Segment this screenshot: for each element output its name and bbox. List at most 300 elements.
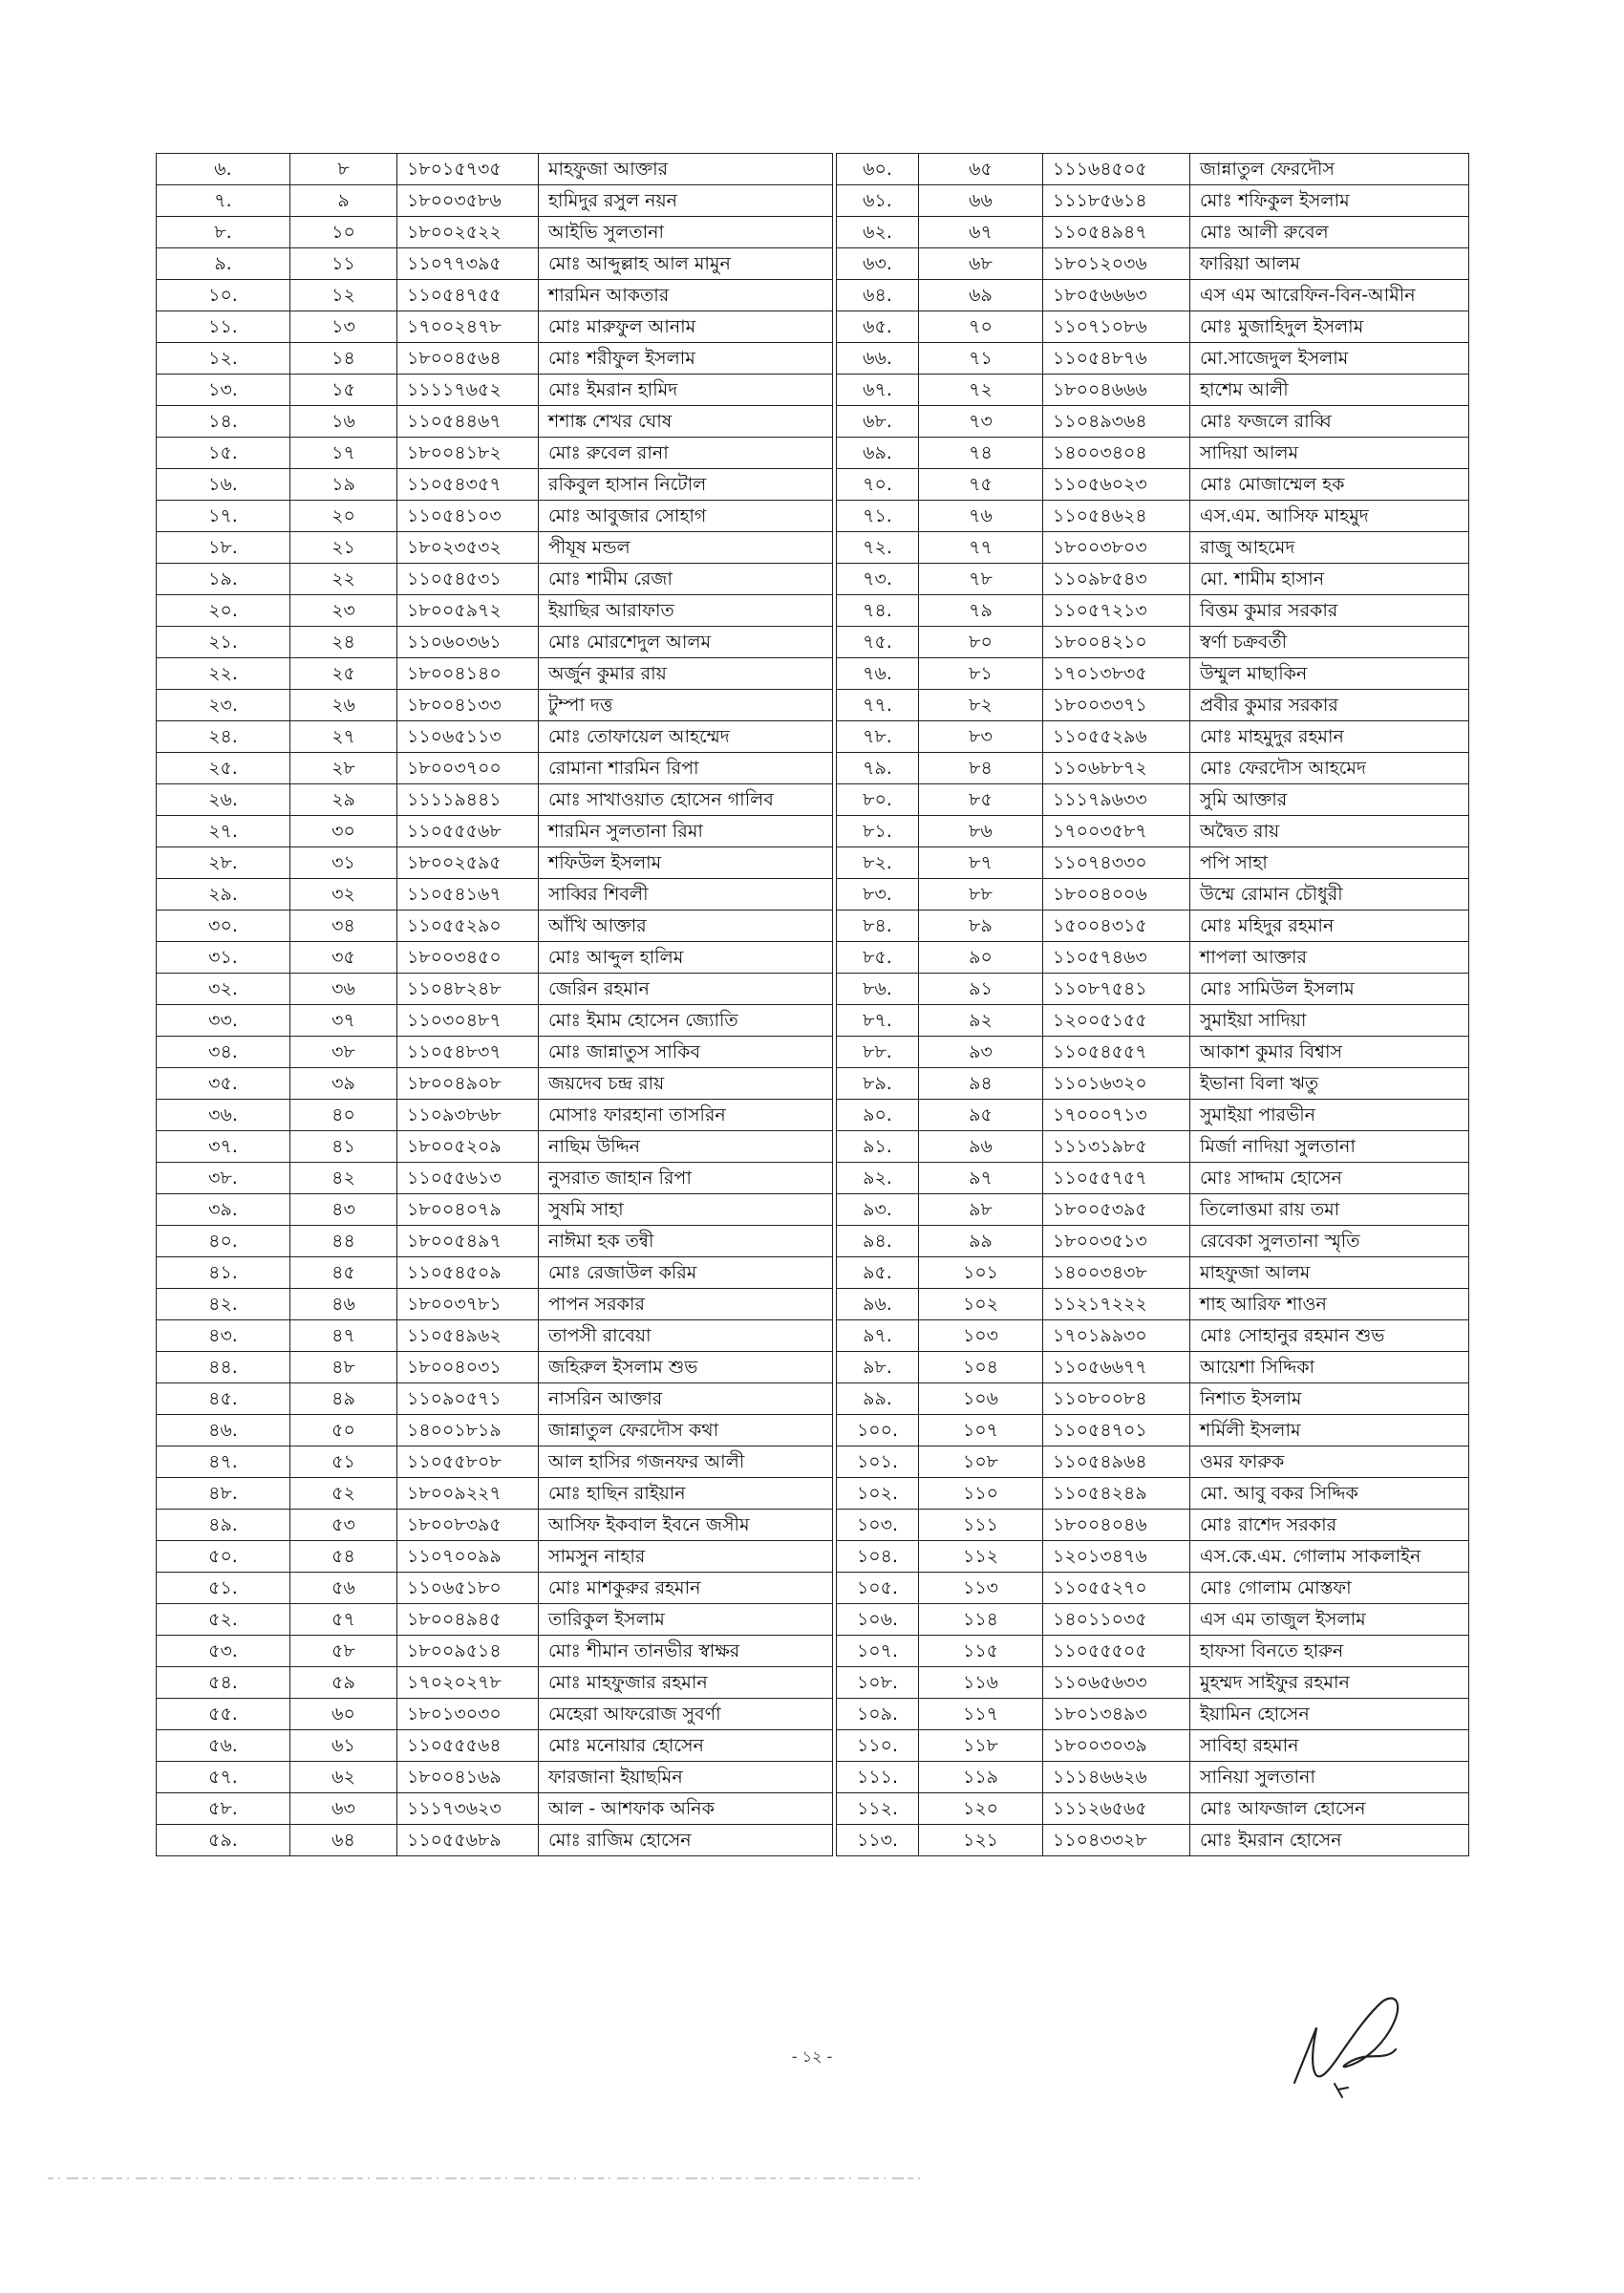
name-cell: শশাঙ্ক শেখর ঘোষ [539, 406, 833, 438]
name-cell: মোঃ সোহানুর রহমান শুভ [1190, 1320, 1469, 1352]
serial-cell: ৫৫. [157, 1699, 290, 1730]
registration-cell: ১৮০০৩৫৮৬ [397, 185, 539, 217]
registration-cell: ১১১৩১৯৮৫ [1043, 1131, 1190, 1163]
name-cell: সাবিহা রহমান [1190, 1730, 1469, 1762]
name-cell: মোঃ হাছিন রাইয়ান [539, 1478, 833, 1510]
name-cell: প্রবীর কুমার সরকার [1190, 690, 1469, 721]
serial-cell: ৪৫. [157, 1383, 290, 1415]
table-row [837, 1667, 1469, 1699]
table-row [837, 974, 1469, 1005]
registration-cell: ১১১৬৪৫০৫ [1043, 154, 1190, 185]
serial-cell: ১৪. [157, 406, 290, 438]
roll-cell: ৯৯ [919, 1226, 1043, 1257]
serial-cell: ১০৬. [837, 1604, 919, 1636]
name-cell: মোঃ মারুফুল আনাম [539, 311, 833, 343]
serial-cell: ৭০. [837, 469, 919, 501]
registration-cell: ১১০৭১০৮৬ [1043, 311, 1190, 343]
serial-cell: ৭. [157, 185, 290, 217]
roll-cell: ৮২ [919, 690, 1043, 721]
roll-cell: ৪৯ [290, 1383, 397, 1415]
roll-cell: ৪১ [290, 1131, 397, 1163]
roll-cell: ৫৭ [290, 1604, 397, 1636]
name-cell: মোঃ মোজাম্মেল হক [1190, 469, 1469, 501]
roll-cell: ৮৪ [919, 753, 1043, 784]
registration-cell: ১১০৫৪৯৪৭ [1043, 217, 1190, 248]
table-row [157, 1825, 833, 1856]
serial-cell: ৭৪. [837, 595, 919, 627]
name-cell: রকিবুল হাসান নিটোল [539, 469, 833, 501]
name-cell: সাব্বির শিবলী [539, 879, 833, 911]
table-row [837, 438, 1469, 469]
roll-cell: ২২ [290, 564, 397, 595]
name-cell: টুম্পা দত্ত [539, 690, 833, 721]
roll-cell: ৩৫ [290, 942, 397, 974]
name-cell: ফারিয়া আলম [1190, 248, 1469, 280]
roll-cell: ৮৭ [919, 847, 1043, 879]
name-cell: নাঈমা হক তন্বী [539, 1226, 833, 1257]
roll-cell: ৫৯ [290, 1667, 397, 1699]
registration-cell: ১১০৬০৩৬১ [397, 627, 539, 658]
name-cell: মাহফুজা আক্তার [539, 154, 833, 185]
table-row [157, 1226, 833, 1257]
serial-cell: ৯১. [837, 1131, 919, 1163]
table-row [157, 1163, 833, 1194]
serial-cell: ১৫. [157, 438, 290, 469]
name-cell: মোঃ রাশেদ সরকার [1190, 1510, 1469, 1541]
serial-cell: ৭২. [837, 532, 919, 564]
roll-cell: ৬৭ [919, 217, 1043, 248]
roll-cell: ২৮ [290, 753, 397, 784]
name-cell: জহিরুল ইসলাম শুভ [539, 1352, 833, 1383]
registration-cell: ১১০৫৫৭৫৭ [1043, 1163, 1190, 1194]
roll-cell: ২৫ [290, 658, 397, 690]
serial-cell: ১৩. [157, 375, 290, 406]
registration-cell: ১৪০০৩৪৩৮ [1043, 1257, 1190, 1289]
registration-cell: ১৮০০৩০৩৯ [1043, 1730, 1190, 1762]
serial-cell: ৫২. [157, 1604, 290, 1636]
name-cell: মোঃ শরীফুল ইসলাম [539, 343, 833, 375]
roll-cell: ৮৯ [919, 911, 1043, 942]
registration-cell: ১১০৮০০৮৪ [1043, 1383, 1190, 1415]
table-row [157, 1573, 833, 1604]
roll-cell: ৭৬ [919, 501, 1043, 532]
name-cell: মাহফুজা আলম [1190, 1257, 1469, 1289]
serial-cell: ৮৬. [837, 974, 919, 1005]
table-row [157, 1320, 833, 1352]
roll-cell: ৩৪ [290, 911, 397, 942]
table-row [837, 311, 1469, 343]
roll-cell: ৮০ [919, 627, 1043, 658]
table-row [837, 1730, 1469, 1762]
table-row [837, 627, 1469, 658]
name-cell: রাজু আহমেদ [1190, 532, 1469, 564]
roll-cell: ১০ [290, 217, 397, 248]
serial-cell: ১০০. [837, 1415, 919, 1447]
registration-cell: ১৪০০১৮১৯ [397, 1415, 539, 1447]
registration-cell: ১৮০০৪১৮২ [397, 438, 539, 469]
name-cell: মোঃ আবুজার সোহাগ [539, 501, 833, 532]
table-row [157, 627, 833, 658]
serial-cell: ৩৫. [157, 1068, 290, 1100]
serial-cell: ২৯. [157, 879, 290, 911]
table-row [157, 1257, 833, 1289]
registration-cell: ১১০৫৪৩৫৭ [397, 469, 539, 501]
table-row [157, 1415, 833, 1447]
table-row [837, 1257, 1469, 1289]
registration-cell: ১৮০০৯৫১৪ [397, 1636, 539, 1667]
serial-cell: ২০. [157, 595, 290, 627]
table-row [837, 564, 1469, 595]
table-row [157, 1541, 833, 1573]
registration-cell: ১১১৪৬৬২৬ [1043, 1762, 1190, 1793]
registration-cell: ১৮০০৪০৭৯ [397, 1194, 539, 1226]
table-row [837, 879, 1469, 911]
roll-cell: ৮৫ [919, 784, 1043, 816]
table-row [837, 501, 1469, 532]
roll-cell: ৬০ [290, 1699, 397, 1730]
registration-cell: ১১০৭০০৯৯ [397, 1541, 539, 1573]
name-cell: রেবেকা সুলতানা স্মৃতি [1190, 1226, 1469, 1257]
registration-cell: ১১০৫৫৮০৮ [397, 1447, 539, 1478]
name-cell: মোঃ জান্নাতুস সাকিব [539, 1037, 833, 1068]
registration-cell: ১১০৫৪৫৩১ [397, 564, 539, 595]
registration-cell: ১৮০১৫৭৩৫ [397, 154, 539, 185]
registration-cell: ১১০৮৭৫৪১ [1043, 974, 1190, 1005]
name-cell: মোঃ সাদ্দাম হোসেন [1190, 1163, 1469, 1194]
table-row [837, 280, 1469, 311]
name-cell: সুষমি সাহা [539, 1194, 833, 1226]
name-cell: মোঃ আব্দুল হালিম [539, 942, 833, 974]
serial-cell: ৬৭. [837, 375, 919, 406]
roll-cell: ২০ [290, 501, 397, 532]
registration-cell: ১৮০০৩৭৮১ [397, 1289, 539, 1320]
serial-cell: ৯৮. [837, 1352, 919, 1383]
name-cell: শফিউল ইসলাম [539, 847, 833, 879]
name-cell: শারমিন আকতার [539, 280, 833, 311]
roll-cell: ৬৬ [919, 185, 1043, 217]
serial-cell: ৮৭. [837, 1005, 919, 1037]
serial-cell: ৬৪. [837, 280, 919, 311]
table-row [157, 1604, 833, 1636]
table-row [157, 311, 833, 343]
registration-cell: ১৮০০৪৯০৮ [397, 1068, 539, 1100]
registration-cell: ১১০৬৫৬৩৩ [1043, 1667, 1190, 1699]
registration-cell: ১১১২৬৫৬৫ [1043, 1793, 1190, 1825]
table-row [157, 911, 833, 942]
name-cell: মোঃ গোলাম মোস্তফা [1190, 1573, 1469, 1604]
table-row [837, 375, 1469, 406]
serial-cell: ৬১. [837, 185, 919, 217]
roll-cell: ১৭ [290, 438, 397, 469]
registration-cell: ১৭০০৩৫৮৭ [1043, 816, 1190, 847]
table-row [837, 690, 1469, 721]
table-row [837, 595, 1469, 627]
table-row [837, 816, 1469, 847]
table-row [157, 406, 833, 438]
registration-cell: ১১০৫৪১৬৭ [397, 879, 539, 911]
candidate-table-right-body [837, 154, 1469, 1856]
roll-cell: ২৯ [290, 784, 397, 816]
name-cell: সানিয়া সুলতানা [1190, 1762, 1469, 1793]
roll-cell: ৯৩ [919, 1037, 1043, 1068]
serial-cell: ৯৪. [837, 1226, 919, 1257]
serial-cell: ২৩. [157, 690, 290, 721]
serial-cell: ৫৩. [157, 1636, 290, 1667]
roll-cell: ১০১ [919, 1257, 1043, 1289]
table-row [157, 343, 833, 375]
table-row [157, 1131, 833, 1163]
name-cell: হামিদুর রসুল নয়ন [539, 185, 833, 217]
roll-cell: ১১৬ [919, 1667, 1043, 1699]
registration-cell: ১১১১৭৬৫২ [397, 375, 539, 406]
table-row [837, 1226, 1469, 1257]
registration-cell: ১৭০২০২৭৮ [397, 1667, 539, 1699]
serial-cell: ৮৩. [837, 879, 919, 911]
table-row [837, 154, 1469, 185]
serial-cell: ১৬. [157, 469, 290, 501]
table-row [157, 564, 833, 595]
table-row [157, 375, 833, 406]
table-row [157, 1100, 833, 1131]
serial-cell: ৩০. [157, 911, 290, 942]
roll-cell: ২৬ [290, 690, 397, 721]
serial-cell: ৮৮. [837, 1037, 919, 1068]
roll-cell: ২৪ [290, 627, 397, 658]
name-cell: মো. শামীম হাসান [1190, 564, 1469, 595]
table-row [837, 185, 1469, 217]
table-row [157, 974, 833, 1005]
name-cell: পপি সাহা [1190, 847, 1469, 879]
name-cell: মোঃ শীমান তানভীর স্বাক্ষর [539, 1636, 833, 1667]
serial-cell: ১০২. [837, 1478, 919, 1510]
table-row [157, 1005, 833, 1037]
candidate-table-right [836, 153, 1469, 1856]
table-row [157, 721, 833, 753]
table-row [837, 1289, 1469, 1320]
name-cell: জান্নাতুল ফেরদৌস [1190, 154, 1469, 185]
table-row [837, 721, 1469, 753]
registration-cell: ১১০৫৪৯৬২ [397, 1320, 539, 1352]
registration-cell: ১৮০০৩৫১৩ [1043, 1226, 1190, 1257]
serial-cell: ২৫. [157, 753, 290, 784]
name-cell: মোঃ ফজলে রাব্বি [1190, 406, 1469, 438]
roll-cell: ৯ [290, 185, 397, 217]
name-cell: শর্মিলী ইসলাম [1190, 1415, 1469, 1447]
name-cell: এস এম তাজুল ইসলাম [1190, 1604, 1469, 1636]
table-row [837, 1037, 1469, 1068]
serial-cell: ৪৯. [157, 1510, 290, 1541]
roll-cell: ৯৮ [919, 1194, 1043, 1226]
serial-cell: ১১০. [837, 1730, 919, 1762]
registration-cell: ১৮০০৪০৩১ [397, 1352, 539, 1383]
roll-cell: ৯৭ [919, 1163, 1043, 1194]
name-cell: মোঃ মাহমুদুর রহমান [1190, 721, 1469, 753]
name-cell: সুমাইয়া পারভীন [1190, 1100, 1469, 1131]
serial-cell: ৮০. [837, 784, 919, 816]
serial-cell: ৫৮. [157, 1793, 290, 1825]
registration-cell: ১১০৪৩৩২৮ [1043, 1825, 1190, 1856]
registration-cell: ১১১১৯৪৪১ [397, 784, 539, 816]
serial-cell: ৭৯. [837, 753, 919, 784]
registration-cell: ১৮০০৮৩৯৫ [397, 1510, 539, 1541]
name-cell: তিলোত্তমা রায় তমা [1190, 1194, 1469, 1226]
serial-cell: ৮৯. [837, 1068, 919, 1100]
serial-cell: ৭৫. [837, 627, 919, 658]
serial-cell: ১১১. [837, 1762, 919, 1793]
table-row [157, 469, 833, 501]
table-row [157, 438, 833, 469]
serial-cell: ২৭. [157, 816, 290, 847]
serial-cell: ৬০. [837, 154, 919, 185]
table-row [837, 1131, 1469, 1163]
roll-cell: ৭৭ [919, 532, 1043, 564]
table-row [837, 217, 1469, 248]
table-row [837, 1163, 1469, 1194]
registration-cell: ১১০৯৮৫৪৩ [1043, 564, 1190, 595]
serial-cell: ১০৮. [837, 1667, 919, 1699]
name-cell: অর্জুন কুমার রায় [539, 658, 833, 690]
roll-cell: ১১৮ [919, 1730, 1043, 1762]
registration-cell: ১৮০০৪৫৬৪ [397, 343, 539, 375]
name-cell: মোঃ মাহফুজার রহমান [539, 1667, 833, 1699]
name-cell: মোঃ আব্দুল্লাহ আল মামুন [539, 248, 833, 280]
roll-cell: ১০৮ [919, 1447, 1043, 1478]
roll-cell: ৬২ [290, 1762, 397, 1793]
name-cell: মোঃ আফজাল হোসেন [1190, 1793, 1469, 1825]
serial-cell: ৭৬. [837, 658, 919, 690]
serial-cell: ৬৮. [837, 406, 919, 438]
table-row [837, 1352, 1469, 1383]
serial-cell: ১০১. [837, 1447, 919, 1478]
serial-cell: ৫১. [157, 1573, 290, 1604]
table-row [837, 1510, 1469, 1541]
roll-cell: ৪৭ [290, 1320, 397, 1352]
roll-cell: ৬১ [290, 1730, 397, 1762]
name-cell: মোঃ রুবেল রানা [539, 438, 833, 469]
roll-cell: ১১০ [919, 1478, 1043, 1510]
serial-cell: ২২. [157, 658, 290, 690]
name-cell: মোঃ ইমরান হামিদ [539, 375, 833, 406]
serial-cell: ২৮. [157, 847, 290, 879]
name-cell: এস.এম. আসিফ মাহমুদ [1190, 501, 1469, 532]
registration-cell: ১১০৫৫২৯৬ [1043, 721, 1190, 753]
serial-cell: ৩৯. [157, 1194, 290, 1226]
registration-cell: ১৮০০৪০৪৬ [1043, 1510, 1190, 1541]
roll-cell: ৭০ [919, 311, 1043, 343]
name-cell: মোঃ রাজিম হোসেন [539, 1825, 833, 1856]
table-row [157, 753, 833, 784]
table-row [837, 942, 1469, 974]
table-row [837, 1478, 1469, 1510]
name-cell: ইভানা বিলা ঋতু [1190, 1068, 1469, 1100]
name-cell: হাফসা বিনতে হারুন [1190, 1636, 1469, 1667]
name-cell: ইয়ামিন হোসেন [1190, 1699, 1469, 1730]
roll-cell: ৩৬ [290, 974, 397, 1005]
serial-cell: ১০৪. [837, 1541, 919, 1573]
serial-cell: ১৮. [157, 532, 290, 564]
registration-cell: ১৪০০৩৪০৪ [1043, 438, 1190, 469]
serial-cell: ৬২. [837, 217, 919, 248]
roll-cell: ১২০ [919, 1793, 1043, 1825]
registration-cell: ১৮০০২৫৯৫ [397, 847, 539, 879]
registration-cell: ১৮০১৩৪৯৩ [1043, 1699, 1190, 1730]
serial-cell: ২৬. [157, 784, 290, 816]
serial-cell: ১২. [157, 343, 290, 375]
roll-cell: ৪৩ [290, 1194, 397, 1226]
name-cell: আল - আশফাক অনিক [539, 1793, 833, 1825]
roll-cell: ৫০ [290, 1415, 397, 1447]
roll-cell: ২৩ [290, 595, 397, 627]
table-row [157, 690, 833, 721]
roll-cell: ১৬ [290, 406, 397, 438]
registration-cell: ১৮০০৪৬৬৬ [1043, 375, 1190, 406]
registration-cell: ১১১৭৩৬২৩ [397, 1793, 539, 1825]
roll-cell: ৯৫ [919, 1100, 1043, 1131]
table-row [837, 469, 1469, 501]
table-row [837, 1636, 1469, 1667]
serial-cell: ৬. [157, 154, 290, 185]
table-row [157, 595, 833, 627]
serial-cell: ৭৮. [837, 721, 919, 753]
table-row [157, 1793, 833, 1825]
serial-cell: ৫৬. [157, 1730, 290, 1762]
roll-cell: ৪০ [290, 1100, 397, 1131]
roll-cell: ১০৪ [919, 1352, 1043, 1383]
serial-cell: ৪২. [157, 1289, 290, 1320]
serial-cell: ৫৯. [157, 1825, 290, 1856]
roll-cell: ৩২ [290, 879, 397, 911]
registration-cell: ১১০৬৫১১৩ [397, 721, 539, 753]
registration-cell: ১৪০১১০৩৫ [1043, 1604, 1190, 1636]
serial-cell: ১১. [157, 311, 290, 343]
registration-cell: ১১০৭৭৩৯৫ [397, 248, 539, 280]
table-row [157, 847, 833, 879]
roll-cell: ৬৯ [919, 280, 1043, 311]
name-cell: পীযূষ মন্ডল [539, 532, 833, 564]
table-row [837, 1005, 1469, 1037]
serial-cell: ৯০. [837, 1100, 919, 1131]
registration-cell: ১৮০০৪১৩৩ [397, 690, 539, 721]
registration-cell: ১২০১৩৪৭৬ [1043, 1541, 1190, 1573]
registration-cell: ১৮০০৩৭০০ [397, 753, 539, 784]
table-row [837, 1541, 1469, 1573]
registration-cell: ১৭০১৩৮৩৫ [1043, 658, 1190, 690]
serial-cell: ৮. [157, 217, 290, 248]
serial-cell: ৫০. [157, 1541, 290, 1573]
roll-cell: ৭২ [919, 375, 1043, 406]
serial-cell: ৮২. [837, 847, 919, 879]
name-cell: রোমানা শারমিন রিপা [539, 753, 833, 784]
registration-cell: ১৮০২৩৫৩২ [397, 532, 539, 564]
registration-cell: ১১০৬৮৮৭২ [1043, 753, 1190, 784]
name-cell: মোঃ মোরশেদুল আলম [539, 627, 833, 658]
roll-cell: ১০৭ [919, 1415, 1043, 1447]
name-cell: মির্জা নাদিয়া সুলতানা [1190, 1131, 1469, 1163]
serial-cell: ৪৭. [157, 1447, 290, 1478]
registration-cell: ১৮০০৯২২৭ [397, 1478, 539, 1510]
name-cell: মোঃ শামীম রেজা [539, 564, 833, 595]
table-row [157, 1762, 833, 1793]
serial-cell: ১১২. [837, 1793, 919, 1825]
serial-cell: ৬৯. [837, 438, 919, 469]
roll-cell: ৫৬ [290, 1573, 397, 1604]
registration-cell: ১১০৪৯৩৬৪ [1043, 406, 1190, 438]
table-row [837, 1762, 1469, 1793]
name-cell: মোঃ তোফায়েল আহম্মেদ [539, 721, 833, 753]
table-row [157, 154, 833, 185]
serial-cell: ২১. [157, 627, 290, 658]
name-cell: মোসাঃ ফারহানা তাসরিন [539, 1100, 833, 1131]
